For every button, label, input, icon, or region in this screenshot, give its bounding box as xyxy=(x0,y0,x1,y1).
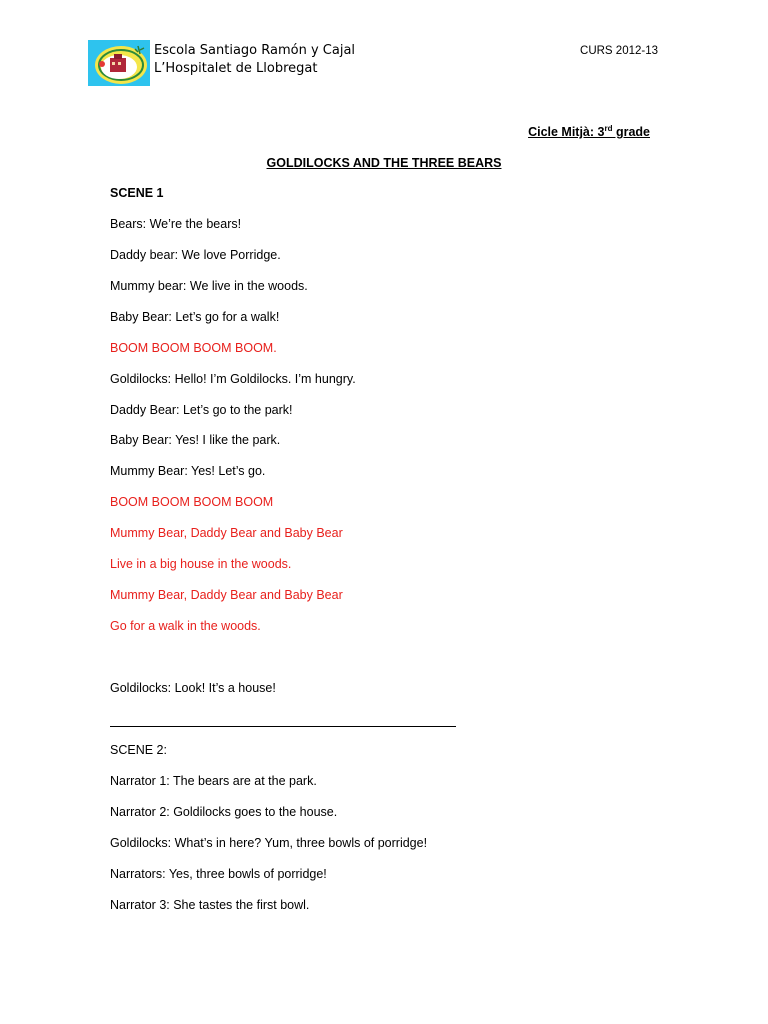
school-city: L’Hospitalet de Llobregat xyxy=(154,61,318,76)
school-header xyxy=(154,42,355,78)
script-line: BOOM BOOM BOOM BOOM. xyxy=(110,341,277,355)
script-line: Mummy Bear, Daddy Bear and Baby Bear xyxy=(110,526,343,540)
script-line: Goldilocks: Look! It’s a house! xyxy=(110,681,276,695)
script-line: Daddy Bear: Let’s go to the park! xyxy=(110,403,293,417)
script-line: SCENE 1 xyxy=(110,186,164,200)
script-line: Daddy bear: We love Porridge. xyxy=(110,248,281,262)
script-line: Narrator 2: Goldilocks goes to the house. xyxy=(110,805,338,819)
cycle-suffix: grade xyxy=(612,125,650,140)
script-line: Mummy bear: We live in the woods. xyxy=(110,279,308,293)
script-line: Goldilocks: Hello! I’m Goldilocks. I’m hungry. xyxy=(110,372,356,386)
course-year: CURS 2012-13 xyxy=(580,45,658,57)
script-line: Baby Bear: Yes! I like the park. xyxy=(110,433,281,447)
script-line: Narrator 3: She tastes the first bowl. xyxy=(110,898,310,912)
script-line: Mummy Bear: Yes! Let’s go. xyxy=(110,464,266,478)
script-line: Go for a walk in the woods. xyxy=(110,619,261,633)
school-logo-icon xyxy=(88,40,150,86)
document-title: GOLDILOCKS AND THE THREE BEARS xyxy=(266,156,502,170)
school-name: Escola Santiago Ramón y Cajal xyxy=(154,43,356,58)
script-line: Mummy Bear, Daddy Bear and Baby Bear xyxy=(110,588,343,602)
cycle-sup: rd xyxy=(604,124,613,133)
script-line: Live in a big house in the woods. xyxy=(110,557,292,571)
script-line: Narrator 1: The bears are at the park. xyxy=(110,774,317,788)
script-line: Bears: We’re the bears! xyxy=(110,217,242,231)
section-divider xyxy=(110,726,456,727)
script-line: Baby Bear: Let’s go for a walk! xyxy=(110,310,280,324)
script-line: BOOM BOOM BOOM BOOM xyxy=(110,495,274,509)
script-line: Goldilocks: What’s in here? Yum, three bowls of porridge! xyxy=(110,836,428,850)
cycle-grade xyxy=(528,124,650,139)
cycle-label: Cicle Mitjà: 3 xyxy=(528,125,605,140)
script-line: SCENE 2: xyxy=(110,743,167,757)
script-line: Narrators: Yes, three bowls of porridge! xyxy=(110,867,327,881)
